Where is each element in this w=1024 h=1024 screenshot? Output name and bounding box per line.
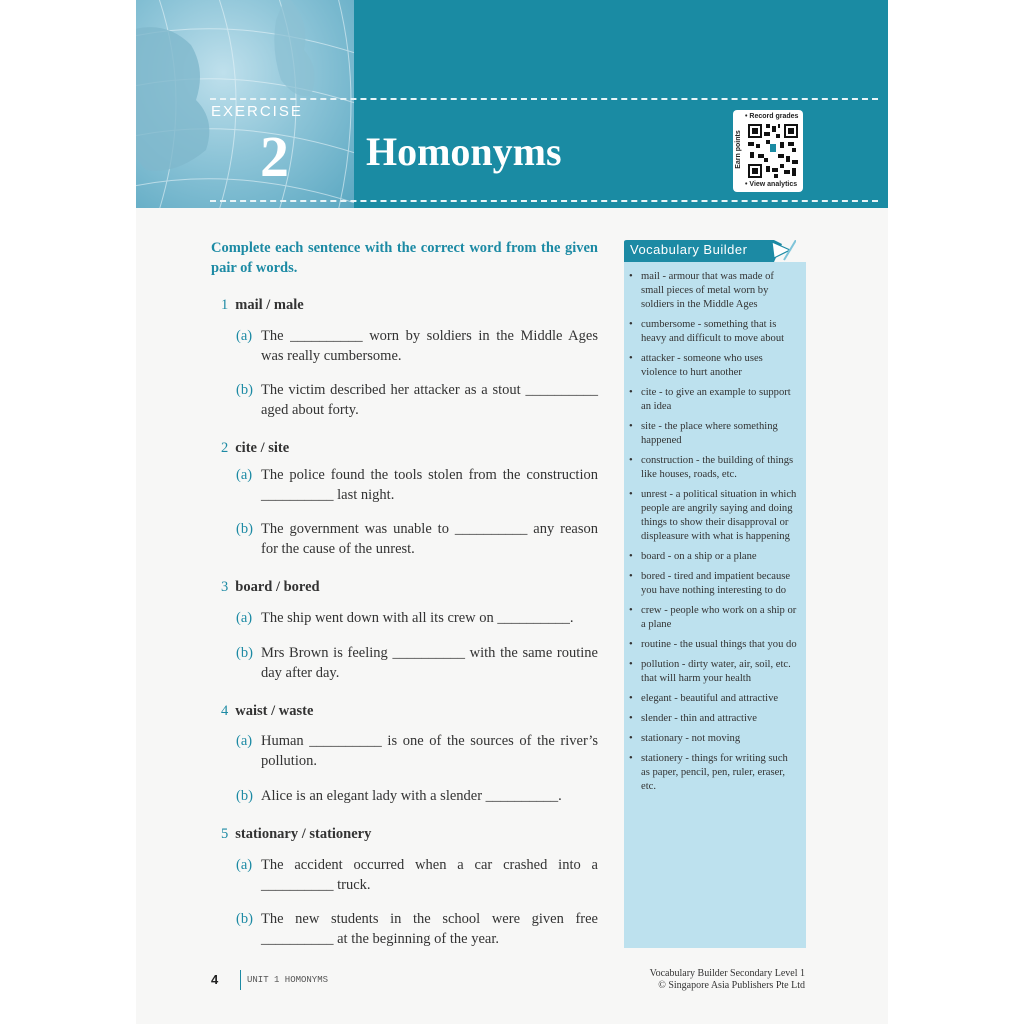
vocabulary-entry: • bored - tired and impatient because you have nothing interesting to do [629, 570, 798, 598]
question-5a: (a) The accident occurred when a car crashed into a __________ truck. [236, 857, 598, 893]
view-analytics-label: • View analytics [745, 181, 798, 188]
vocabulary-entry: • crew - people who work on a ship or a plane [629, 604, 798, 632]
page-title: Homonyms [366, 129, 562, 174]
vocabulary-entry: • elegant - beautiful and attractive [629, 692, 798, 706]
record-grades-label: • Record grades [745, 113, 799, 120]
vocabulary-entry: • cumbersome - something that is heavy and difficult to move about [629, 318, 798, 346]
instruction-text: Complete each sentence with the correct word from the given pair of words. [211, 240, 598, 276]
footer-divider [240, 970, 241, 990]
footer-credits [560, 968, 805, 992]
exercise-banner [136, 0, 888, 208]
vocabulary-entry: • slender - thin and attractive [629, 712, 798, 726]
vocabulary-entry: • site - the place where something happened [629, 420, 798, 448]
question-1a: (a) The __________ worn by soldiers in the Middle Ages was really cumbersome. [236, 328, 598, 364]
copyright: © Singapore Asia Publishers Pte Ltd [658, 980, 805, 991]
vocabulary-builder-title: Vocabulary Builder [630, 242, 748, 257]
vocabulary-entry: • construction - the building of things like houses, roads, etc. [629, 454, 798, 482]
question-4b: (b) Alice is an elegant lady with a slender __________. [236, 788, 562, 804]
vocabulary-list [624, 262, 806, 794]
question-2b: (b) The government was unable to __________ any reason for the cause of the unrest. [236, 521, 598, 557]
vocabulary-builder-panel [624, 262, 806, 948]
page-number: 4 [211, 972, 219, 987]
vocabulary-entry: • routine - the usual things that you do [629, 638, 798, 652]
vocabulary-entry: • attacker - someone who uses violence to hurt another [629, 352, 798, 380]
vocabulary-entry: • cite - to give an example to support an idea [629, 386, 798, 414]
question-2-title: 2 cite / site [221, 440, 290, 456]
question-4-title: 4 waist / waste [221, 703, 314, 719]
bottom-dashed-rule [210, 200, 878, 202]
qr-code-icon[interactable] [748, 124, 798, 178]
vocabulary-entry: • stationery - things for writing such as paper, pencil, pen, ruler, eraser, etc. [629, 752, 798, 794]
exercise-label: EXERCISE [211, 103, 303, 120]
question-2a: (a) The police found the tools stolen from the construction __________ last night. [236, 467, 598, 503]
question-3a: (a) The ship went down with all its crew on __________. [236, 610, 574, 626]
exercise-number: 2 [260, 124, 289, 189]
earn-points-label: Earn points [734, 130, 742, 169]
question-5-title: 5 stationary / stationery [221, 826, 372, 842]
question-3-title: 3 board / bored [221, 579, 320, 595]
book-title: Vocabulary Builder Secondary Level 1 [649, 968, 805, 979]
vocabulary-entry: • pollution - dirty water, air, soil, etc. that will harm your health [629, 658, 798, 686]
question-1b: (b) The victim described her attacker as a stout __________ aged about forty. [236, 382, 598, 418]
vocabulary-entry: • board - on a ship or a plane [629, 550, 798, 564]
vocabulary-entry: • stationary - not moving [629, 732, 798, 746]
unit-label: UNIT 1 HOMONYMS [247, 975, 329, 985]
vocabulary-entry: • mail - armour that was made of small pieces of metal worn by soldiers in the Middle Ages [629, 270, 798, 312]
question-4a: (a) Human __________ is one of the sources of the river’s pollution. [236, 733, 598, 769]
question-3b: (b) Mrs Brown is feeling __________ with the same routine day after day. [236, 645, 598, 681]
question-1-title: 1 mail / male [221, 297, 304, 313]
vocabulary-entry: • unrest - a political situation in which people are angrily saying and doing things to show their disapproval or displeasure with what is happening [629, 488, 798, 544]
qr-card[interactable] [733, 110, 803, 192]
top-dashed-rule [210, 98, 878, 100]
question-5b: (b) The new students in the school were given free __________ at the beginning of the year. [236, 911, 598, 947]
